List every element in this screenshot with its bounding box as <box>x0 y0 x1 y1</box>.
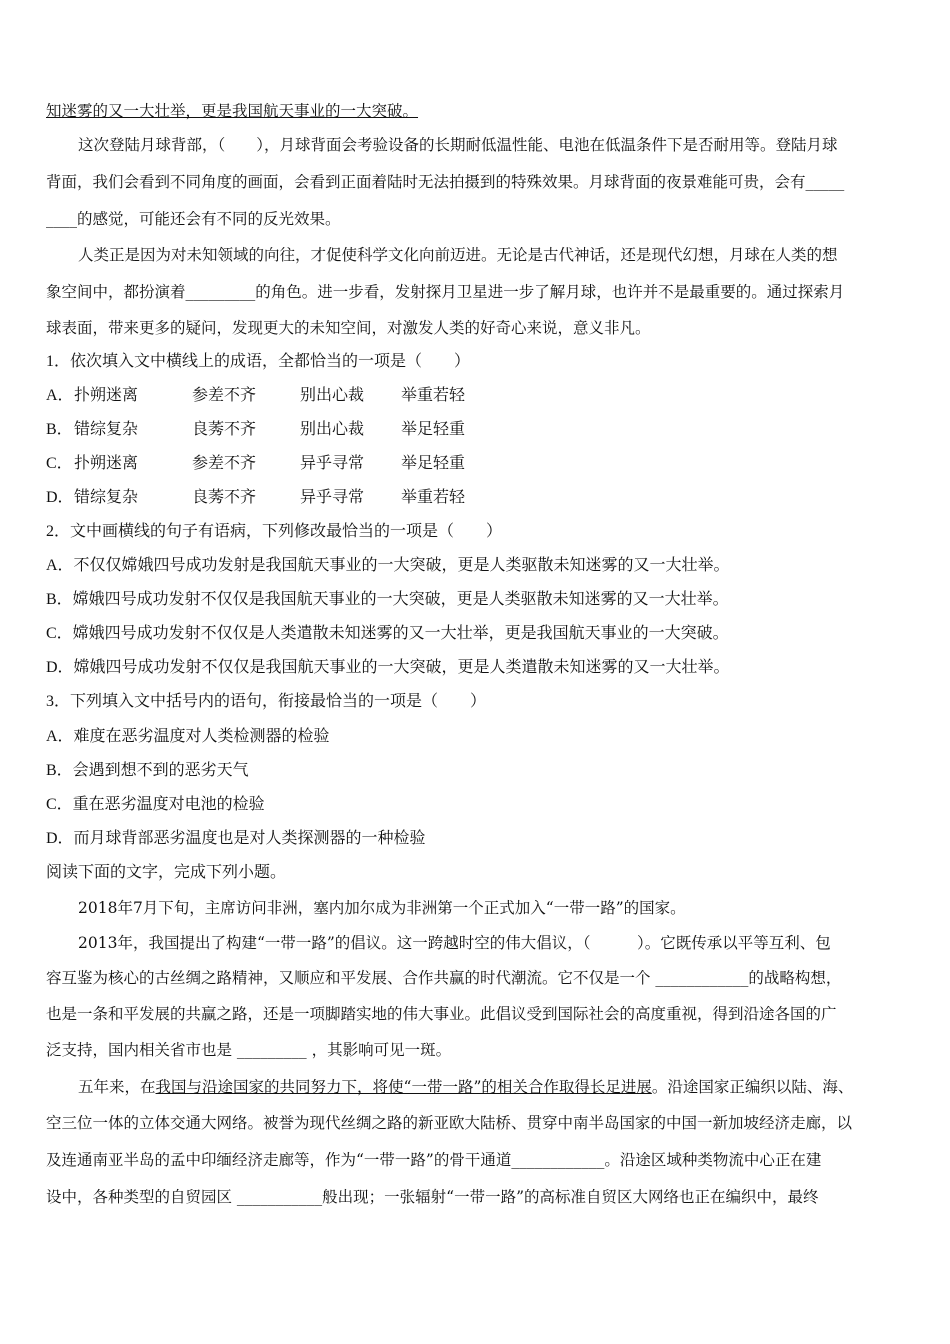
option-letter: C． <box>46 455 73 472</box>
option-word: 扑朔迷离 <box>74 387 139 404</box>
option-word: 举足轻重 <box>401 421 466 438</box>
option-word: 异乎寻常 <box>300 489 365 506</box>
option-word: 参差不齐 <box>192 387 257 404</box>
option-word: 别出心裁 <box>300 387 365 404</box>
option-word: 举足轻重 <box>401 455 466 472</box>
option-letter: B． <box>46 421 73 438</box>
q3-option-a: A．难度在恶劣温度对人类检测器的检验 <box>46 728 330 745</box>
paragraph-line: 人类正是因为对未知领域的向往，才促使科学文化向前迈进。无论是古代神话，还是现代幻想，月球在人类的想 <box>78 246 838 264</box>
option-word: 别出心裁 <box>300 421 365 438</box>
q3-option-b: B．会遇到想不到的恶劣天气 <box>46 762 249 779</box>
q1-option-a <box>46 386 465 406</box>
question-1-stem: 1．依次填入文中横线上的成语，全都恰当的一项是（ ） <box>46 353 471 370</box>
paragraph-line: 球表面，带来更多的疑问，发现更大的未知空间，对激发人类的好奇心来说，意义非凡。 <box>46 319 651 337</box>
q3-option-d: D．而月球背部恶劣温度也是对人类探测器的一种检验 <box>46 830 426 847</box>
option-word: 扑朔迷离 <box>74 455 139 472</box>
option-word: 参差不齐 <box>192 455 257 472</box>
q2-option-d: D．嫦娥四号成功发射不仅仅是我国航天事业的一大突破，更是人类遣散未知迷雾的又一大壮举。 <box>46 659 730 676</box>
question-2-stem: 2．文中画横线的句子有语病，下列修改最恰当的一项是（ ） <box>46 523 503 540</box>
paragraph-line: ____的感觉，可能还会有不同的反光效果。 <box>46 210 341 228</box>
q2-option-a: A．不仅仅嫦娥四号成功发射是我国航天事业的一大突破，更是人类驱散未知迷雾的又一大壮举。 <box>46 557 730 574</box>
text-run: 五年来，在 <box>78 1078 156 1096</box>
paragraph-line: 2013年，我国提出了构建“一带一路”的倡议。这一跨越时空的伟大倡议，（ ）。它既传承以平等互利、包 <box>78 934 831 952</box>
paragraph-line: 象空间中，都扮演着_________的角色。进一步看，发射探月卫星进一步了解月球，也许并不是最重要的。通过探索月 <box>46 283 845 301</box>
underlined-sentence: 我国与沿途国家的共同努力下，将使“一带一路”的相关合作取得长足进展 <box>155 1078 652 1096</box>
underlined-sentence: 知迷雾的又一大壮举，更是我国航天事业的一大突破。 <box>46 102 419 120</box>
paragraph-line: 也是一条和平发展的共赢之路，还是一项脚踏实地的伟大事业。此倡议受到国际社会的高度重视，得到沿途各国的广 <box>46 1005 837 1023</box>
option-word: 良莠不齐 <box>192 421 257 438</box>
paragraph-line: 及连通南亚半岛的孟中印缅经济走廊等，作为“一带一路”的骨干通道____________。沿途区域种类物流中心正在建 <box>46 1151 822 1169</box>
q1-option-d <box>46 488 465 508</box>
paragraph-line: 容互鉴为核心的古丝绸之路精神，又顺应和平发展、合作共赢的时代潮流。它不仅是一个 ____________的战略构想， <box>46 969 842 987</box>
option-word: 错综复杂 <box>74 421 139 438</box>
option-word: 错综复杂 <box>74 489 139 506</box>
paragraph-line: 这次登陆月球背部，（ ），月球背面会考验设备的长期耐低温性能、电池在低温条件下是否耐用等。登陆月球 <box>78 136 838 154</box>
option-word: 举重若轻 <box>401 387 466 404</box>
option-letter: A． <box>46 387 74 404</box>
q2-option-b: B．嫦娥四号成功发射不仅仅是我国航天事业的一大突破，更是人类驱散未知迷雾的又一大壮举。 <box>46 591 729 608</box>
paragraph-line: 泛支持，国内相关省市也是 _________ ，其影响可见一斑。 <box>46 1041 452 1059</box>
option-letter: D． <box>46 489 74 506</box>
paragraph-line: 2018年7月下旬，主席访问非洲，塞内加尔成为非洲第一个正式加入“一带一路”的国家。 <box>78 899 686 917</box>
q3-option-c: C．重在恶劣温度对电池的检验 <box>46 796 265 813</box>
text-run: 。沿途国家正编织以陆、海、 <box>651 1078 854 1096</box>
q1-option-b <box>46 420 465 440</box>
paragraph-line: 设中，各种类型的自贸园区 ___________般出现；一张辐射“一带一路”的高标准自贸区大网络也正在编织中，最终 <box>46 1188 819 1206</box>
reading-instruction: 阅读下面的文字，完成下列小题。 <box>46 864 287 881</box>
paragraph-line <box>78 1077 853 1097</box>
option-word: 异乎寻常 <box>300 455 365 472</box>
option-word: 良莠不齐 <box>192 489 257 506</box>
q1-option-c <box>46 454 465 474</box>
paragraph-line: 背面，我们会看到不同角度的画面，会看到正面着陆时无法拍摄到的特殊效果。月球背面的夜景难能可贵，会有_____ <box>46 173 845 191</box>
question-3-stem: 3．下列填入文中括号内的语句，衔接最恰当的一项是（ ） <box>46 693 487 710</box>
option-word: 举重若轻 <box>401 489 466 506</box>
paragraph-line: 空三位一体的立体交通大网络。被誉为现代丝绸之路的新亚欧大陆桥、贯穿中南半岛国家的中国一新加坡经济走廊，以 <box>46 1114 853 1132</box>
q2-option-c: C．嫦娥四号成功发射不仅仅是人类遣散未知迷雾的又一大壮举，更是我国航天事业的一大突破。 <box>46 625 729 642</box>
